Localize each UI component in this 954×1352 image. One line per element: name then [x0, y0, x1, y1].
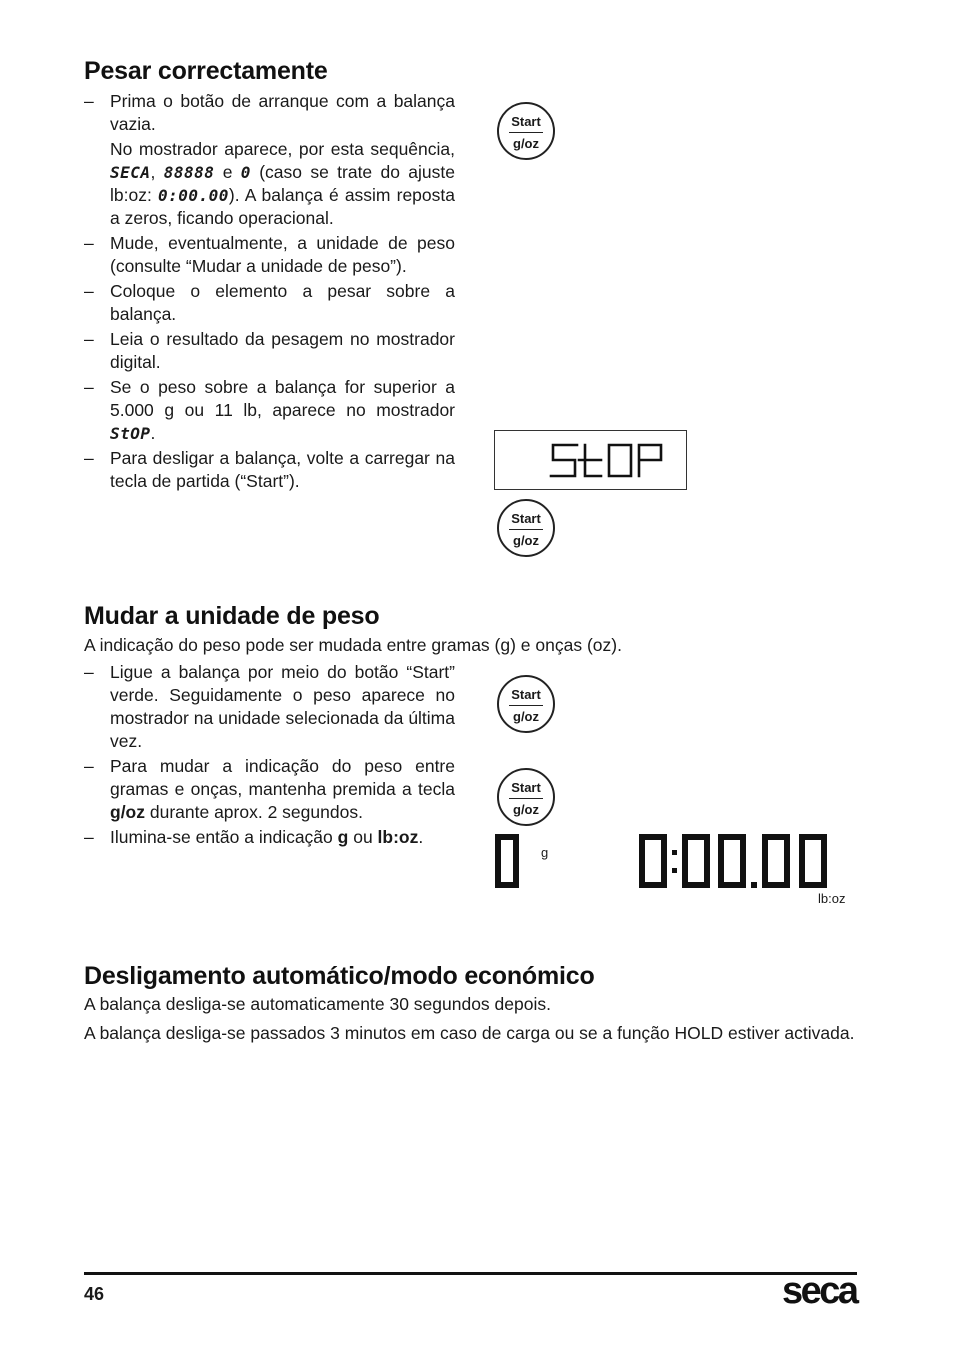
page-number: 46 — [84, 1284, 105, 1304]
step-text: Prima o botão de arranque com a balança vazia. — [110, 91, 455, 134]
weighing-steps-list — [84, 90, 455, 493]
step-text: Para mudar a indicação do peso entre gramas e onças, mantenha premida a tecla g/oz durante aprox. 2 segundos. — [110, 756, 455, 822]
list-dash: – — [84, 329, 94, 349]
list-item — [84, 661, 455, 753]
section-title-change-unit: Mudar a unidade de peso — [84, 602, 380, 630]
gram-display-digit — [490, 830, 530, 892]
lboz-unit-label: lb:oz — [818, 891, 846, 906]
list-dash: – — [84, 827, 94, 847]
change-unit-steps-list — [84, 661, 455, 849]
footer-rule — [84, 1272, 857, 1275]
list-dash: – — [84, 448, 94, 468]
list-dash: – — [84, 662, 94, 682]
list-dash: – — [84, 756, 94, 776]
list-dash: – — [84, 377, 94, 397]
list-item — [84, 280, 455, 326]
stop-display — [494, 430, 687, 490]
step-text: Leia o resultado da pesagem no mostrador digital. — [110, 329, 455, 372]
step-text: Se o peso sobre a balança for superior a 5.000 g ou 11 lb, aparece no mostrador StOP. — [110, 377, 455, 443]
start-button-icon: Start g/oz — [497, 768, 555, 826]
change-unit-intro: A indicação do peso pode ser mudada entre gramas (g) e onças (oz). — [84, 635, 622, 655]
section-title-auto-off: Desligamento automático/modo económico — [84, 962, 595, 990]
auto-off-text: A balança desliga-se passados 3 minutos em caso de carga ou se a função HOLD estiver activada. — [84, 1023, 855, 1043]
start-button-icon: Start g/oz — [497, 102, 555, 160]
lcd-text: 88888 — [163, 163, 215, 182]
section-title-weighing: Pesar correctamente — [84, 57, 328, 85]
lboz-display-digits — [636, 830, 842, 892]
list-item — [84, 90, 455, 230]
lcd-text: StOP — [110, 424, 151, 443]
lcd-text: SECA — [110, 163, 151, 182]
lcd-text: 0:00.00 — [157, 186, 229, 205]
step-text: No mostrador aparece, por esta sequência, SECA, 88888 e 0 (caso se trate do ajuste lb:oz: 0:00.00). A balança é assim reposta a zeros, ficando operacional. — [110, 139, 455, 228]
list-item — [84, 826, 455, 849]
list-item — [84, 328, 455, 374]
gram-unit-label: g — [541, 845, 549, 860]
step-text: Mude, eventualmente, a unidade de peso (consulte “Mudar a unidade de peso”). — [110, 233, 455, 276]
list-dash: – — [84, 233, 94, 253]
start-button-icon: Start g/oz — [497, 675, 555, 733]
step-text: Ligue a balança por meio do botão “Start” verde. Seguidamente o peso aparece no mostrador na unidade selecionada da última vez. — [110, 662, 455, 751]
list-item — [84, 755, 455, 824]
lcd-text: 0 — [240, 163, 251, 182]
seca-logo: seca — [782, 1270, 857, 1312]
list-item — [84, 232, 455, 278]
list-item — [84, 447, 455, 493]
step-text: Para desligar a balança, volte a carregar na tecla de partida (“Start”). — [110, 448, 455, 491]
step-text: Ilumina-se então a indicação g ou lb:oz. — [110, 827, 424, 847]
auto-off-text: A balança desliga-se automaticamente 30 segundos depois. — [84, 994, 551, 1014]
list-dash: – — [84, 91, 94, 111]
start-button-icon: Start g/oz — [497, 499, 555, 557]
step-text: Coloque o elemento a pesar sobre a balança. — [110, 281, 455, 324]
stop-display-digits — [495, 431, 688, 491]
list-dash: – — [84, 281, 94, 301]
list-item — [84, 376, 455, 445]
